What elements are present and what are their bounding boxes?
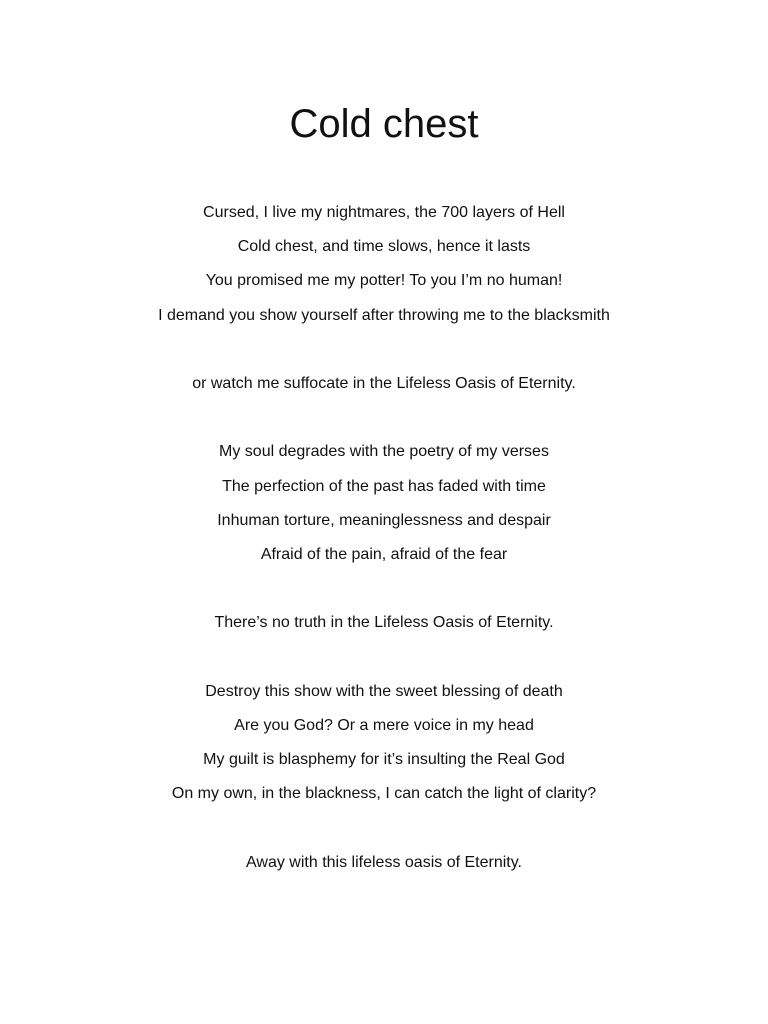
poem-line: Afraid of the pain, afraid of the fear [260,545,508,563]
stanza-break [0,401,768,435]
stanza-4 [0,606,768,640]
stanza-break [0,572,768,606]
poem-line: Away with this lifeless oasis of Eternity. [246,853,522,871]
poem-line: I demand you show yourself after throwing me to the blacksmith [158,306,610,324]
stanza-2 [0,367,768,401]
stanza-break [0,811,768,845]
stanza-5 [0,675,768,812]
poem-line: On my own, in the blackness, I can catch the light of clarity? [171,785,597,803]
stanza-6 [0,846,768,880]
poem-line: My guilt is blasphemy for it’s insulting the Real God [203,751,565,768]
poem-line: My soul degrades with the poetry of my verses [219,443,549,461]
stanza-break [0,640,768,674]
stanza-3 [0,435,768,572]
poem-line: Cold chest, and time slows, hence it lasts [237,238,531,256]
poem-line: The perfection of the past has faded with time [222,477,546,495]
stanza-1 [0,196,768,333]
poem-line: Are you God? Or a mere voice in my head [234,716,534,734]
poem-body [0,196,768,880]
poem-line: There’s no truth in the Lifeless Oasis of Eternity. [214,614,554,632]
stanza-break [0,333,768,367]
poem-line: or watch me suffocate in the Lifeless Oasis of Eternity. [192,374,576,392]
poem-line: Inhuman torture, meaninglessness and despair [217,511,551,529]
poem-line: You promised me my potter! To you I’m no human! [205,272,563,290]
poem-title: Cold chest [289,102,479,146]
poem-line: Cursed, I live my nightmares, the 700 layers of Hell [203,204,565,221]
poem-line: Destroy this show with the sweet blessing of death [205,682,563,700]
